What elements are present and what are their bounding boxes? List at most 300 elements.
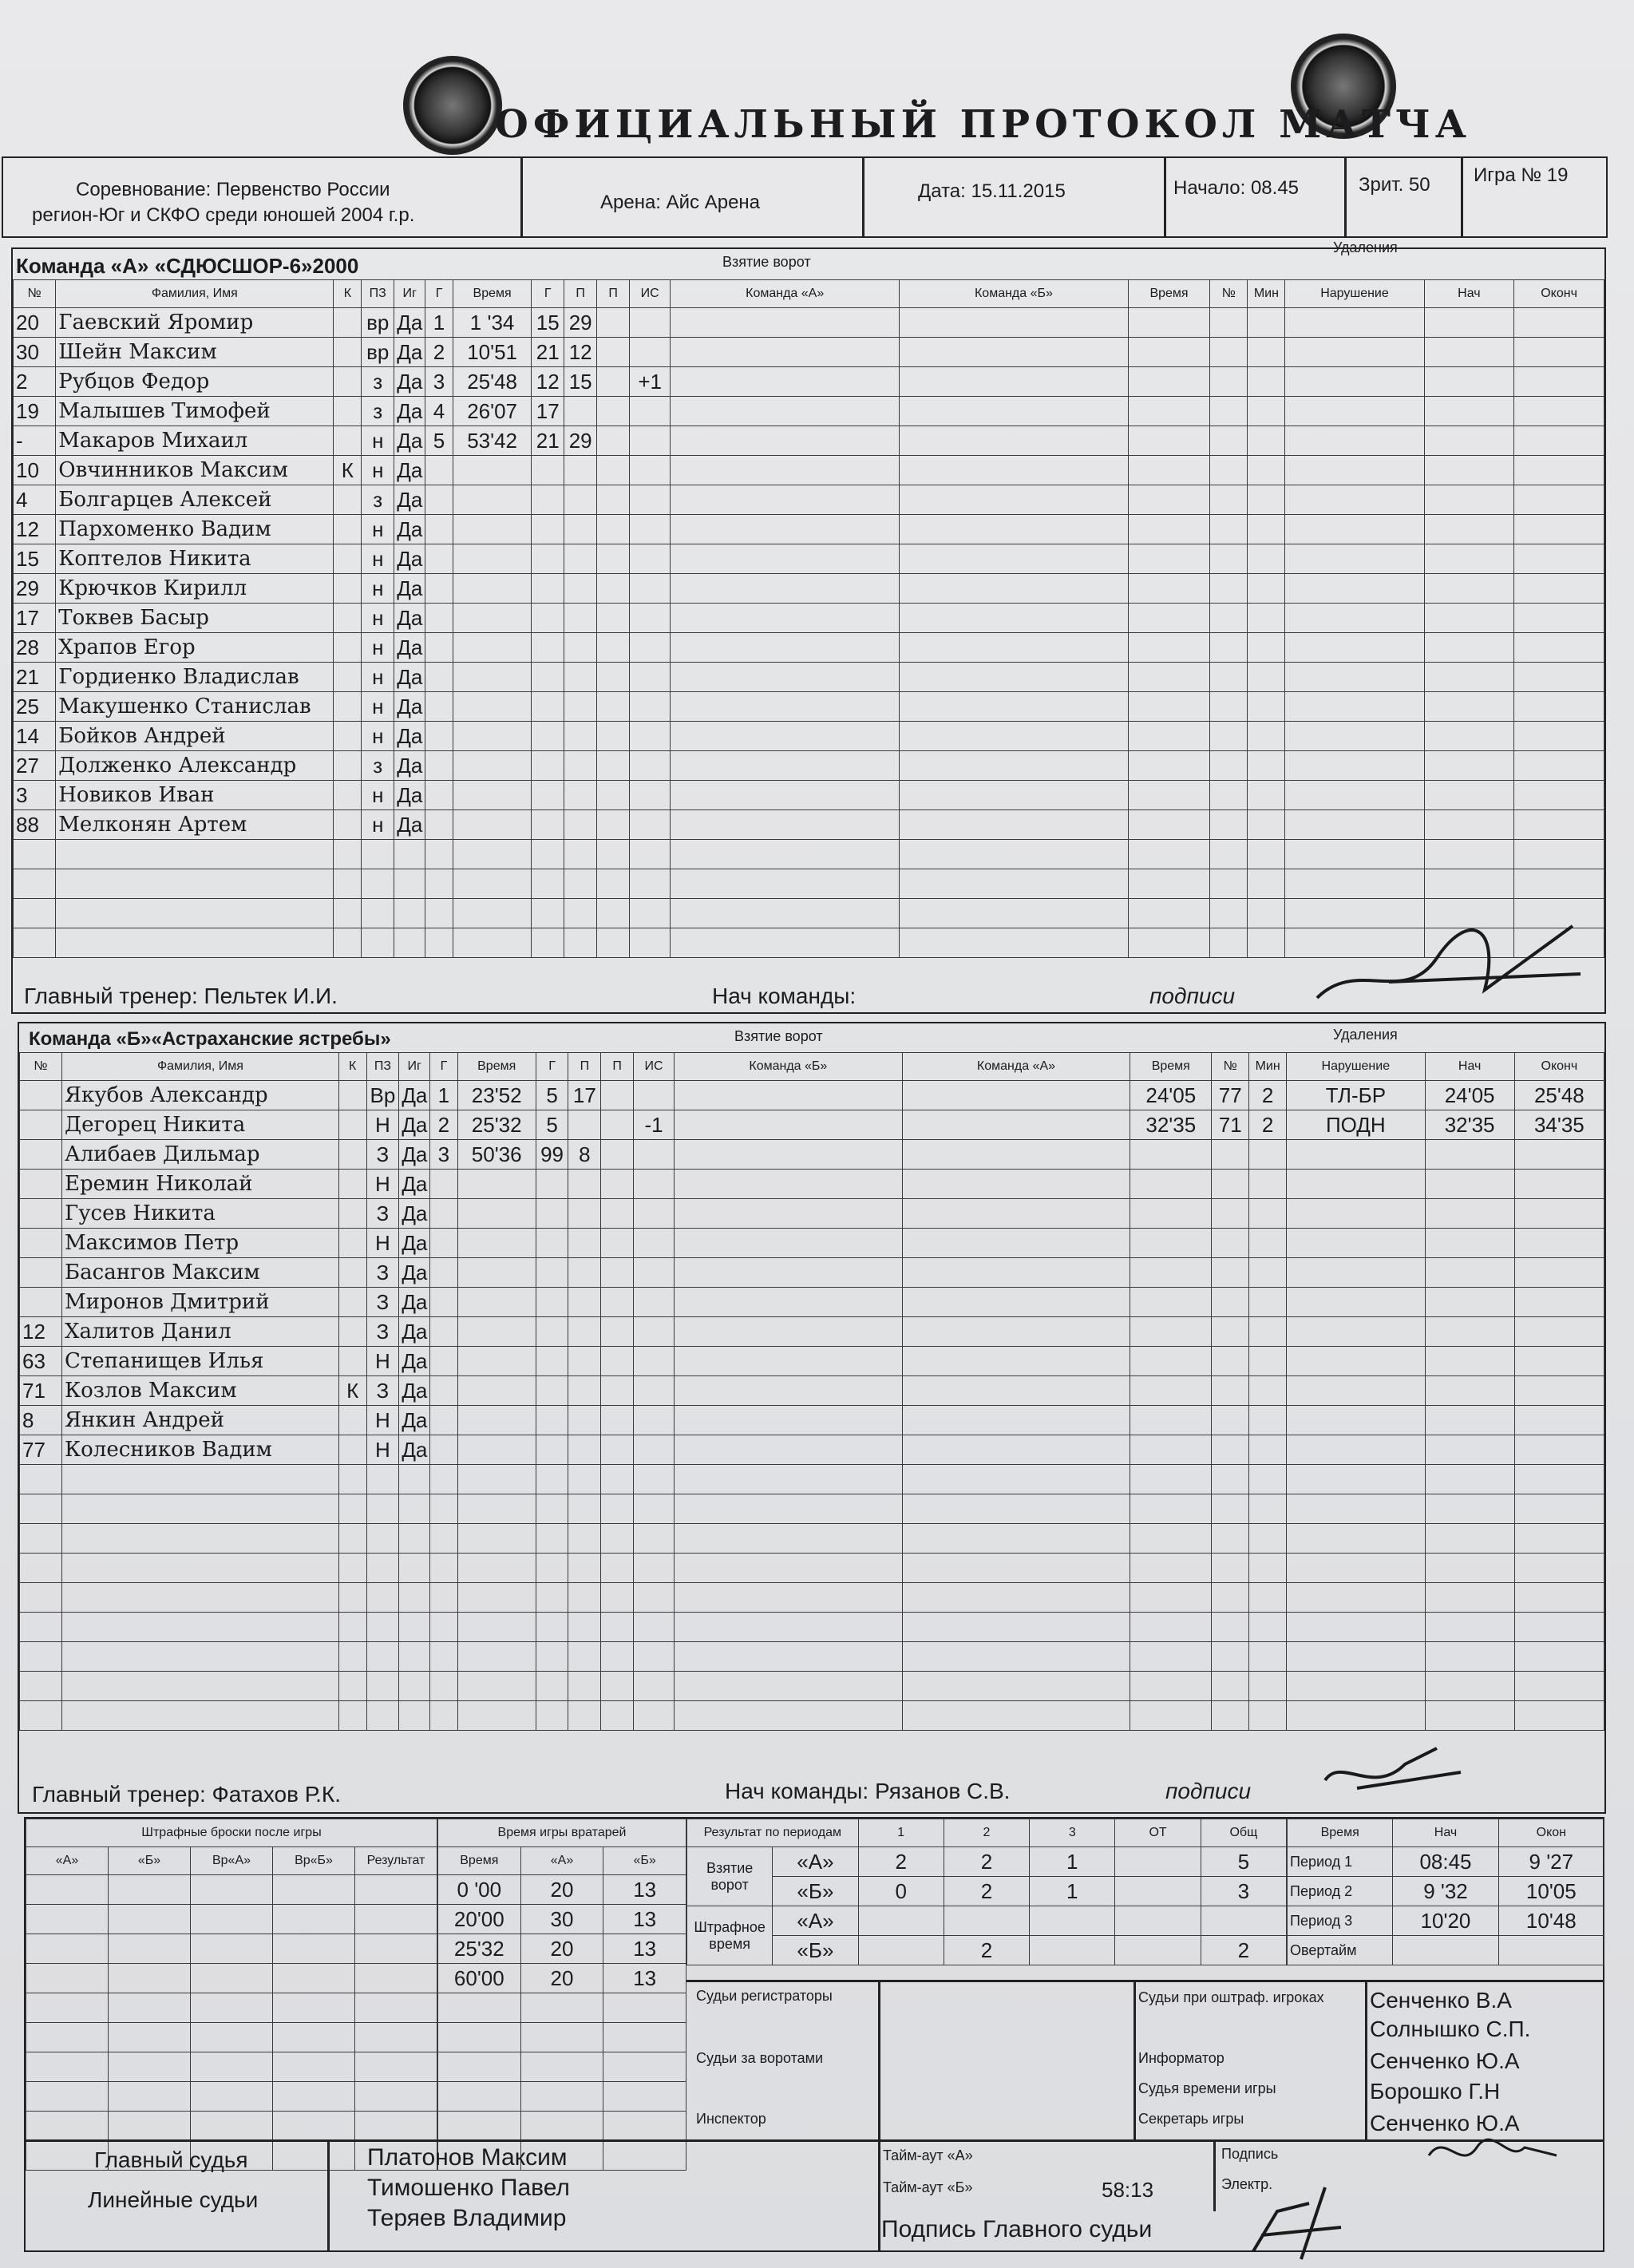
goal-time: 25'48 bbox=[453, 367, 531, 397]
penalty-player bbox=[1212, 1376, 1249, 1406]
goalie-team-own bbox=[675, 1170, 903, 1199]
penalty-end: 25'48 bbox=[1514, 1081, 1604, 1110]
goal-number bbox=[430, 1406, 458, 1435]
shootout-cell bbox=[191, 1905, 273, 1934]
goalie-a-number bbox=[520, 2112, 603, 2141]
goal-number: 5 bbox=[425, 426, 453, 456]
penalty-start bbox=[1424, 663, 1514, 692]
captain-mark bbox=[334, 899, 362, 928]
penalty-start bbox=[1425, 1406, 1514, 1435]
player-number bbox=[20, 1494, 62, 1524]
period-value: 2 bbox=[1201, 1936, 1286, 1965]
player-name: Басангов Максим bbox=[62, 1258, 339, 1288]
goal-time bbox=[457, 1554, 536, 1583]
player-number: 14 bbox=[14, 722, 56, 751]
goal-scorer bbox=[532, 574, 564, 604]
penalty-time bbox=[1128, 308, 1209, 338]
penalty-infraction bbox=[1285, 692, 1424, 722]
goal-number bbox=[430, 1170, 458, 1199]
goal-situation bbox=[634, 1199, 675, 1229]
player-name: Гусев Никита bbox=[62, 1199, 339, 1229]
goalie-a-number bbox=[520, 1993, 603, 2023]
goal-assist-2 bbox=[597, 308, 630, 338]
goalie-time-row bbox=[438, 1964, 686, 1993]
goalie-team-opp bbox=[902, 1435, 1130, 1465]
head-referee-label: Главный судья bbox=[94, 2147, 248, 2172]
goalie-team-own bbox=[675, 1317, 903, 1347]
goalie-time-column-header: Время bbox=[438, 1847, 521, 1875]
penalty-end bbox=[1514, 1642, 1604, 1672]
goal-time bbox=[457, 1406, 536, 1435]
player-number: 12 bbox=[14, 515, 56, 544]
penalty-end bbox=[1514, 1170, 1604, 1199]
penalty-player bbox=[1210, 781, 1248, 810]
goalie-team-opp bbox=[902, 1140, 1130, 1170]
goalie-team-own bbox=[675, 1258, 903, 1288]
penalty-start bbox=[1425, 1317, 1514, 1347]
player-position bbox=[366, 1494, 399, 1524]
goal-assist-1: 8 bbox=[568, 1140, 601, 1170]
goalie-time-row bbox=[438, 1875, 686, 1905]
column-header: Мин bbox=[1248, 280, 1285, 308]
goal-time bbox=[457, 1288, 536, 1317]
captain-mark bbox=[338, 1317, 366, 1347]
goalie-team-own bbox=[671, 426, 900, 456]
penalty-infraction bbox=[1287, 1583, 1425, 1613]
goal-assist-2 bbox=[601, 1524, 634, 1554]
goalie-team-opp bbox=[902, 1376, 1130, 1406]
goalie-team-opp bbox=[902, 1642, 1130, 1672]
goal-scorer: 5 bbox=[536, 1110, 568, 1140]
table-row bbox=[14, 308, 1604, 338]
shootout-cell bbox=[109, 1964, 191, 1993]
period-column-header: ОТ bbox=[1115, 1819, 1201, 1847]
period-end: 10'05 bbox=[1498, 1877, 1604, 1906]
goal-time bbox=[457, 1317, 536, 1347]
goal-time bbox=[453, 722, 531, 751]
goal-assist-2 bbox=[597, 928, 630, 958]
goal-assist-2 bbox=[601, 1583, 634, 1613]
goalie-time-value: 0 '00 bbox=[438, 1875, 521, 1905]
player-name: Новиков Иван bbox=[56, 781, 334, 810]
penalty-minutes bbox=[1249, 1554, 1287, 1583]
player-played: Да bbox=[399, 1317, 430, 1347]
shootout-column-header: Результат bbox=[355, 1847, 437, 1875]
goal-situation bbox=[634, 1465, 675, 1494]
table-row bbox=[14, 515, 1604, 544]
player-played: Да bbox=[399, 1081, 430, 1110]
shootout-row bbox=[26, 2082, 437, 2112]
period-value bbox=[944, 1906, 1029, 1936]
goal-situation bbox=[630, 663, 671, 692]
goal-scorer: 21 bbox=[532, 338, 564, 367]
penalty-start bbox=[1425, 1465, 1514, 1494]
player-position: з bbox=[362, 367, 394, 397]
penalty-player bbox=[1212, 1229, 1249, 1258]
player-number bbox=[14, 869, 56, 899]
column-header: Нарушение bbox=[1285, 280, 1424, 308]
penalty-end bbox=[1514, 810, 1604, 840]
period-name: Период 2 bbox=[1288, 1877, 1393, 1906]
penalty-time bbox=[1128, 515, 1209, 544]
goal-assist-2 bbox=[601, 1435, 634, 1465]
goal-time bbox=[453, 869, 531, 899]
goalie-team-opp bbox=[900, 338, 1129, 367]
captain-mark: К bbox=[338, 1376, 366, 1406]
penalty-end bbox=[1514, 751, 1604, 781]
goal-time bbox=[453, 840, 531, 869]
goal-scorer bbox=[536, 1642, 568, 1672]
player-played: Да bbox=[394, 810, 425, 840]
penalty-time bbox=[1130, 1288, 1212, 1317]
player-played: Да bbox=[394, 751, 425, 781]
player-position: Н bbox=[366, 1170, 399, 1199]
goal-assist-2 bbox=[601, 1170, 634, 1199]
goal-time bbox=[457, 1465, 536, 1494]
player-number bbox=[14, 899, 56, 928]
goalie-time-row bbox=[438, 1905, 686, 1934]
goal-situation bbox=[630, 308, 671, 338]
penalty-time bbox=[1128, 781, 1209, 810]
penalty-time bbox=[1128, 692, 1209, 722]
goalie-time-value bbox=[438, 2052, 521, 2082]
penalty-player bbox=[1210, 544, 1248, 574]
goalie-b-number: 13 bbox=[603, 1934, 686, 1964]
goal-assist-2 bbox=[597, 663, 630, 692]
penalty-infraction bbox=[1287, 1613, 1425, 1642]
period-team-label: «Б» bbox=[773, 1936, 858, 1965]
penalty-end bbox=[1514, 1435, 1604, 1465]
goal-assist-2 bbox=[597, 604, 630, 633]
goalie-team-opp bbox=[902, 1524, 1130, 1554]
shootout-cell bbox=[355, 2023, 437, 2052]
goal-situation bbox=[630, 574, 671, 604]
goal-number bbox=[430, 1229, 458, 1258]
goalie-team-opp bbox=[900, 633, 1129, 663]
captain-mark bbox=[334, 840, 362, 869]
goal-number bbox=[425, 722, 453, 751]
player-name: Храпов Егор bbox=[56, 633, 334, 663]
player-name bbox=[56, 869, 334, 899]
goal-scorer: 17 bbox=[532, 397, 564, 426]
shootout-cell bbox=[191, 1964, 273, 1993]
penalty-minutes bbox=[1248, 781, 1285, 810]
goal-time: 1 '34 bbox=[453, 308, 531, 338]
linesman-2: Теряев Владимир bbox=[367, 2205, 567, 2231]
goal-situation bbox=[634, 1524, 675, 1554]
player-number bbox=[20, 1199, 62, 1229]
penalty-start bbox=[1425, 1613, 1514, 1642]
penalty-end bbox=[1514, 1701, 1604, 1731]
column-header: ПЗ bbox=[366, 1053, 399, 1081]
timekeeper-name: Борошко Г.Н bbox=[1370, 2079, 1501, 2104]
player-position bbox=[362, 869, 394, 899]
goalie-team-opp bbox=[900, 574, 1129, 604]
linesman-1: Тимошенко Павел bbox=[367, 2175, 570, 2201]
penalty-start bbox=[1424, 544, 1514, 574]
player-played bbox=[399, 1583, 430, 1613]
goalie-team-own bbox=[671, 544, 900, 574]
goal-situation bbox=[634, 1140, 675, 1170]
goal-number bbox=[430, 1642, 458, 1672]
goal-time bbox=[453, 485, 531, 515]
column-header: П bbox=[597, 280, 630, 308]
player-position: н bbox=[362, 574, 394, 604]
period-column-header: 3 bbox=[1030, 1819, 1115, 1847]
player-position: н bbox=[362, 722, 394, 751]
column-header: Фамилия, Имя bbox=[62, 1053, 339, 1081]
captain-mark bbox=[334, 426, 362, 456]
goal-number bbox=[425, 574, 453, 604]
shootout-cell bbox=[355, 1993, 437, 2023]
column-header: Время bbox=[1128, 280, 1209, 308]
player-number: 3 bbox=[14, 781, 56, 810]
goal-time: 53'42 bbox=[453, 426, 531, 456]
goal-scorer bbox=[536, 1258, 568, 1288]
goal-scorer bbox=[532, 722, 564, 751]
player-name: Шейн Максим bbox=[56, 338, 334, 367]
signature-label: Подпись bbox=[1221, 2146, 1279, 2162]
goalie-time-value: 60'00 bbox=[438, 1964, 521, 1993]
goal-scorer: 15 bbox=[532, 308, 564, 338]
goal-situation bbox=[634, 1229, 675, 1258]
goal-assist-2 bbox=[597, 781, 630, 810]
goalie-team-opp bbox=[900, 456, 1129, 485]
player-played: Да bbox=[399, 1170, 430, 1199]
goal-assist-1 bbox=[568, 1583, 601, 1613]
goal-situation bbox=[630, 928, 671, 958]
goal-situation bbox=[634, 1288, 675, 1317]
goal-assist-2 bbox=[601, 1672, 634, 1701]
period-results-table bbox=[686, 1819, 1287, 1965]
penalty-infraction bbox=[1285, 308, 1424, 338]
player-name bbox=[56, 840, 334, 869]
goalie-team-opp bbox=[900, 692, 1129, 722]
penalty-infraction: ТЛ-БР bbox=[1287, 1081, 1425, 1110]
shootout-cell bbox=[26, 2082, 109, 2112]
penalty-start bbox=[1424, 485, 1514, 515]
penalty-start bbox=[1424, 456, 1514, 485]
captain-mark bbox=[338, 1465, 366, 1494]
table-row bbox=[14, 456, 1604, 485]
penalty-start bbox=[1424, 810, 1514, 840]
team-b-signature bbox=[1309, 1732, 1477, 1804]
table-row bbox=[20, 1317, 1604, 1347]
player-played: Да bbox=[394, 663, 425, 692]
goal-time bbox=[453, 810, 531, 840]
player-name: Макаров Михаил bbox=[56, 426, 334, 456]
goal-assist-1 bbox=[568, 1110, 601, 1140]
goal-number bbox=[425, 633, 453, 663]
penalty-player bbox=[1210, 515, 1248, 544]
player-played bbox=[399, 1524, 430, 1554]
goal-time bbox=[457, 1347, 536, 1376]
goal-situation bbox=[630, 397, 671, 426]
player-name: Болгарцев Алексей bbox=[56, 485, 334, 515]
penalty-player bbox=[1212, 1465, 1249, 1494]
goal-time bbox=[453, 663, 531, 692]
table-header-row bbox=[20, 1053, 1604, 1081]
penalty-player bbox=[1212, 1170, 1249, 1199]
informant-label: Информатор bbox=[1138, 2050, 1225, 2066]
penalty-time bbox=[1130, 1524, 1212, 1554]
player-number: 88 bbox=[14, 810, 56, 840]
penalty-minutes bbox=[1249, 1170, 1287, 1199]
player-name: Козлов Максим bbox=[62, 1376, 339, 1406]
player-name: Бойков Андрей bbox=[56, 722, 334, 751]
captain-mark bbox=[334, 928, 362, 958]
penalty-time bbox=[1128, 663, 1209, 692]
goalie-team-own bbox=[675, 1494, 903, 1524]
goal-number: 1 bbox=[430, 1081, 458, 1110]
page-title: ОФИЦИАЛЬНЫЙ ПРОТОКОЛ МАТЧА bbox=[495, 102, 1471, 147]
team-a-signature bbox=[1309, 910, 1596, 1014]
goalie-b-number: 13 bbox=[603, 1875, 686, 1905]
player-position bbox=[362, 928, 394, 958]
goal-scorer bbox=[536, 1406, 568, 1435]
column-header: К bbox=[334, 280, 362, 308]
goal-assist-1 bbox=[564, 692, 597, 722]
goalie-time-row bbox=[438, 2023, 686, 2052]
penalty-end bbox=[1514, 663, 1604, 692]
penalty-end bbox=[1514, 338, 1604, 367]
goal-assist-1 bbox=[564, 663, 597, 692]
penalty-player bbox=[1212, 1258, 1249, 1288]
captain-mark bbox=[338, 1435, 366, 1465]
goalie-time-row bbox=[438, 2052, 686, 2082]
goalie-team-opp bbox=[902, 1701, 1130, 1731]
goal-situation bbox=[630, 899, 671, 928]
penalty-end bbox=[1514, 426, 1604, 456]
goal-time bbox=[453, 515, 531, 544]
penalty-time bbox=[1128, 928, 1209, 958]
captain-mark bbox=[334, 663, 362, 692]
player-number: 19 bbox=[14, 397, 56, 426]
player-name: Колесников Вадим bbox=[62, 1435, 339, 1465]
penalty-minutes bbox=[1248, 338, 1285, 367]
penalty-player bbox=[1212, 1317, 1249, 1347]
captain-mark bbox=[334, 751, 362, 781]
player-played bbox=[399, 1642, 430, 1672]
table-row bbox=[14, 663, 1604, 692]
captain-mark bbox=[334, 338, 362, 367]
penalty-player bbox=[1210, 456, 1248, 485]
player-number bbox=[14, 840, 56, 869]
table-row bbox=[20, 1170, 1604, 1199]
goalie-a-number: 20 bbox=[520, 1934, 603, 1964]
goal-assist-2 bbox=[601, 1110, 634, 1140]
captain-mark bbox=[338, 1288, 366, 1317]
goalie-team-own bbox=[675, 1081, 903, 1110]
goal-time bbox=[457, 1258, 536, 1288]
team-a-signatures: подписи bbox=[1149, 984, 1236, 1008]
goal-assist-1 bbox=[568, 1554, 601, 1583]
column-header: Фамилия, Имя bbox=[56, 280, 334, 308]
penalty-minutes bbox=[1249, 1406, 1287, 1435]
goal-number bbox=[425, 604, 453, 633]
period-value bbox=[1115, 1936, 1201, 1965]
goal-scorer bbox=[532, 485, 564, 515]
time-row bbox=[1288, 1936, 1604, 1965]
penalty-start bbox=[1425, 1642, 1514, 1672]
penalty-player bbox=[1212, 1672, 1249, 1701]
player-number: 28 bbox=[14, 633, 56, 663]
goal-assist-2 bbox=[601, 1376, 634, 1406]
goalie-team-own bbox=[675, 1140, 903, 1170]
informant-name: Сенченко Ю.А bbox=[1370, 2048, 1520, 2073]
goal-assist-1 bbox=[564, 781, 597, 810]
goal-time bbox=[457, 1613, 536, 1642]
player-played bbox=[394, 928, 425, 958]
period-value: 1 bbox=[1030, 1877, 1115, 1906]
shootout-cell bbox=[273, 1934, 355, 1964]
goal-time bbox=[457, 1199, 536, 1229]
penalty-time bbox=[1128, 544, 1209, 574]
penalty-end bbox=[1514, 1524, 1604, 1554]
goal-assist-1 bbox=[568, 1613, 601, 1642]
column-header: Нарушение bbox=[1287, 1053, 1425, 1081]
goal-assist-1 bbox=[564, 515, 597, 544]
player-played: Да bbox=[394, 722, 425, 751]
goal-scorer bbox=[536, 1435, 568, 1465]
goalie-team-opp bbox=[900, 515, 1129, 544]
goal-time: 26'07 bbox=[453, 397, 531, 426]
player-name: Миронов Дмитрий bbox=[62, 1288, 339, 1317]
table-row bbox=[14, 367, 1604, 397]
player-number: - bbox=[14, 426, 56, 456]
shootout-cell bbox=[109, 1875, 191, 1905]
goal-assist-2 bbox=[597, 426, 630, 456]
goalie-team-opp bbox=[900, 308, 1129, 338]
column-header: Оконч bbox=[1514, 1053, 1604, 1081]
goal-scorer bbox=[532, 604, 564, 633]
column-header: ПЗ bbox=[362, 280, 394, 308]
goal-assist-1 bbox=[564, 722, 597, 751]
goal-scorer bbox=[532, 663, 564, 692]
captain-mark bbox=[334, 722, 362, 751]
period-value: 2 bbox=[944, 1936, 1029, 1965]
penalty-infraction bbox=[1287, 1317, 1425, 1347]
goalie-team-own bbox=[671, 899, 900, 928]
table-row bbox=[20, 1406, 1604, 1435]
shootout-cell bbox=[273, 1875, 355, 1905]
goal-situation bbox=[630, 751, 671, 781]
penalty-end bbox=[1514, 840, 1604, 869]
period-row bbox=[687, 1847, 1287, 1877]
goal-number bbox=[425, 869, 453, 899]
penalty-time bbox=[1130, 1317, 1212, 1347]
captain-mark bbox=[338, 1170, 366, 1199]
period-column-header: 2 bbox=[944, 1819, 1029, 1847]
penalty-infraction bbox=[1287, 1701, 1425, 1731]
penalty-infraction bbox=[1287, 1494, 1425, 1524]
table-row bbox=[14, 485, 1604, 515]
table-row bbox=[20, 1199, 1604, 1229]
penalty-player bbox=[1210, 574, 1248, 604]
goal-number: 1 bbox=[425, 308, 453, 338]
captain-mark bbox=[334, 485, 362, 515]
captain-mark bbox=[338, 1672, 366, 1701]
goalie-team-opp bbox=[902, 1288, 1130, 1317]
player-name bbox=[62, 1613, 339, 1642]
goal-assist-1: 17 bbox=[568, 1081, 601, 1110]
penalty-time: 24'05 bbox=[1130, 1081, 1212, 1110]
goal-assist-2 bbox=[597, 485, 630, 515]
goal-situation bbox=[634, 1170, 675, 1199]
goal-time bbox=[457, 1583, 536, 1613]
goal-assist-2 bbox=[597, 751, 630, 781]
penalty-player bbox=[1210, 485, 1248, 515]
